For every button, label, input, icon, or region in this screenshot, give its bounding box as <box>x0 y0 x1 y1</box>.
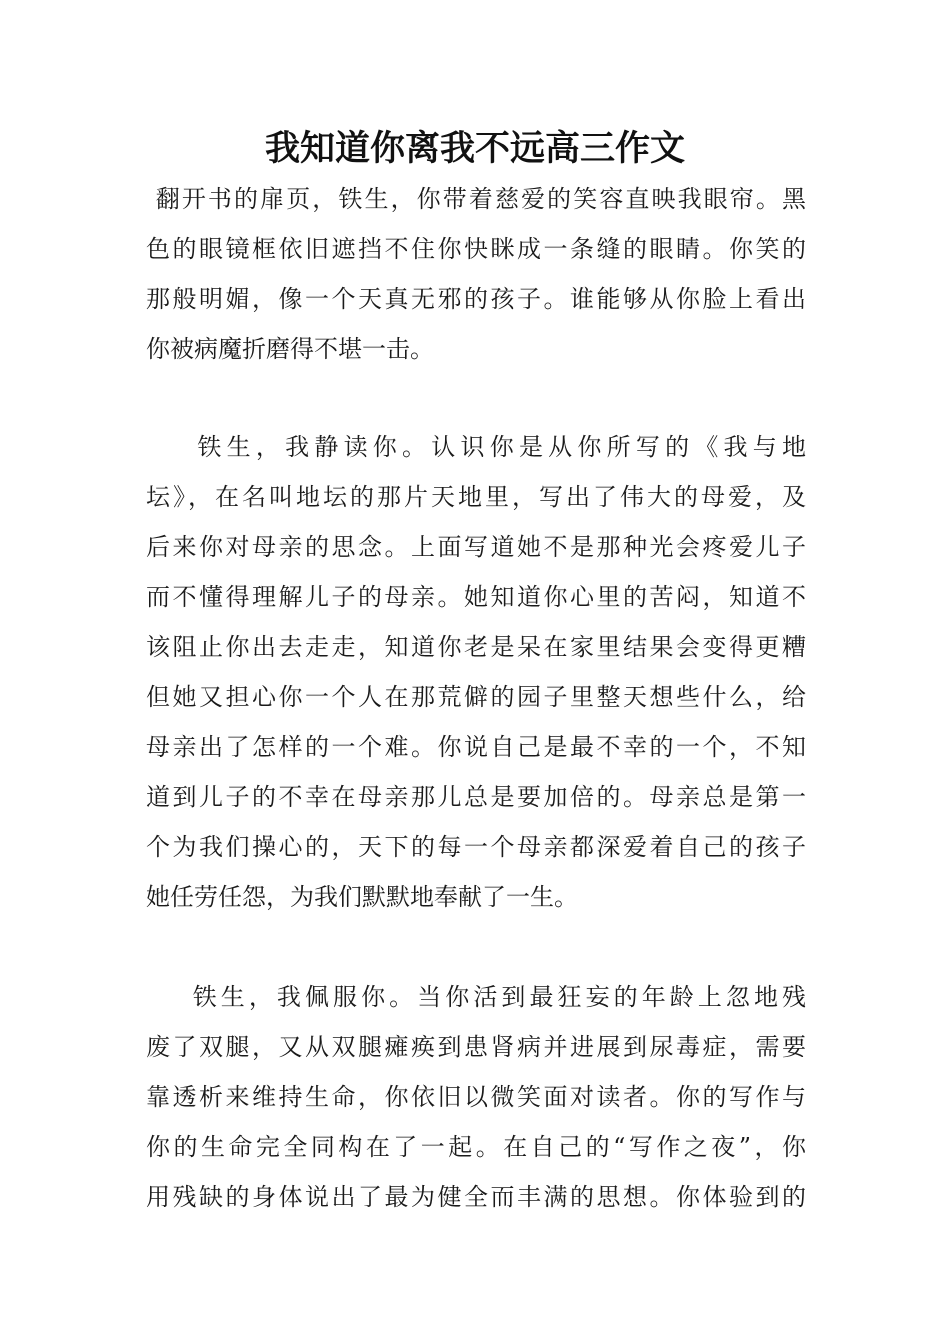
paragraph-2-line-1: 铁生，我静读你。认识你是从你所写的《我与地 <box>146 433 806 461</box>
paragraph-2-line-7: 母亲出了怎样的一个难。你说自己是最不幸的一个，不知 <box>146 733 806 761</box>
paragraph-2-line-3: 后来你对母亲的思念。上面写道她不是那种光会疼爱儿子 <box>146 533 806 561</box>
paragraph-1-line-1: 翻开书的扉页，铁生，你带着慈爱的笑容直映我眼帘。黑 <box>146 185 806 213</box>
paragraph-1-line-2: 色的眼镜框依旧遮挡不住你快眯成一条缝的眼睛。你笑的 <box>146 235 806 263</box>
paragraph-1-line-3: 那般明媚，像一个天真无邪的孩子。谁能够从你脸上看出 <box>146 285 806 313</box>
paragraph-2-line-9: 个为我们操心的，天下的每一个母亲都深爱着自己的孩子 <box>146 833 806 861</box>
document-title: 我知道你离我不远高三作文 <box>264 129 685 169</box>
paragraph-2-line-6: 但她又担心你一个人在那荒僻的园子里整天想些什么，给 <box>146 683 806 711</box>
paragraph-3-line-3: 靠透析来维持生命，你依旧以微笑面对读者。你的写作与 <box>146 1083 806 1111</box>
paragraph-2-line-4: 而不懂得理解儿子的母亲。她知道你心里的苦闷，知道不 <box>146 583 806 611</box>
paragraph-2-line-8: 道到儿子的不幸在母亲那儿总是要加倍的。母亲总是第一 <box>146 783 806 811</box>
paragraph-1-line-4: 你被病魔折磨得不堪一击。 <box>146 335 434 363</box>
paragraph-2-line-5: 该阻止你出去走走，知道你老是呆在家里结果会变得更糟 <box>146 633 806 661</box>
paragraph-3-line-5: 用残缺的身体说出了最为健全而丰满的思想。你体验到的 <box>146 1183 806 1211</box>
paragraph-3-line-4: 你的生命完全同构在了一起。在自己的“写作之夜”，你 <box>146 1133 806 1161</box>
paragraph-2-line-10: 她任劳任怨，为我们默默地奉献了一生。 <box>146 883 578 911</box>
paragraph-3-line-2: 废了双腿，又从双腿瘫痪到患肾病并进展到尿毒症，需要 <box>146 1033 806 1061</box>
paragraph-2-line-2: 坛》，在名叫地坛的那片天地里，写出了伟大的母爱，及 <box>146 483 806 511</box>
paragraph-3-line-1: 铁生，我佩服你。当你活到最狂妄的年龄上忽地残 <box>146 983 806 1011</box>
